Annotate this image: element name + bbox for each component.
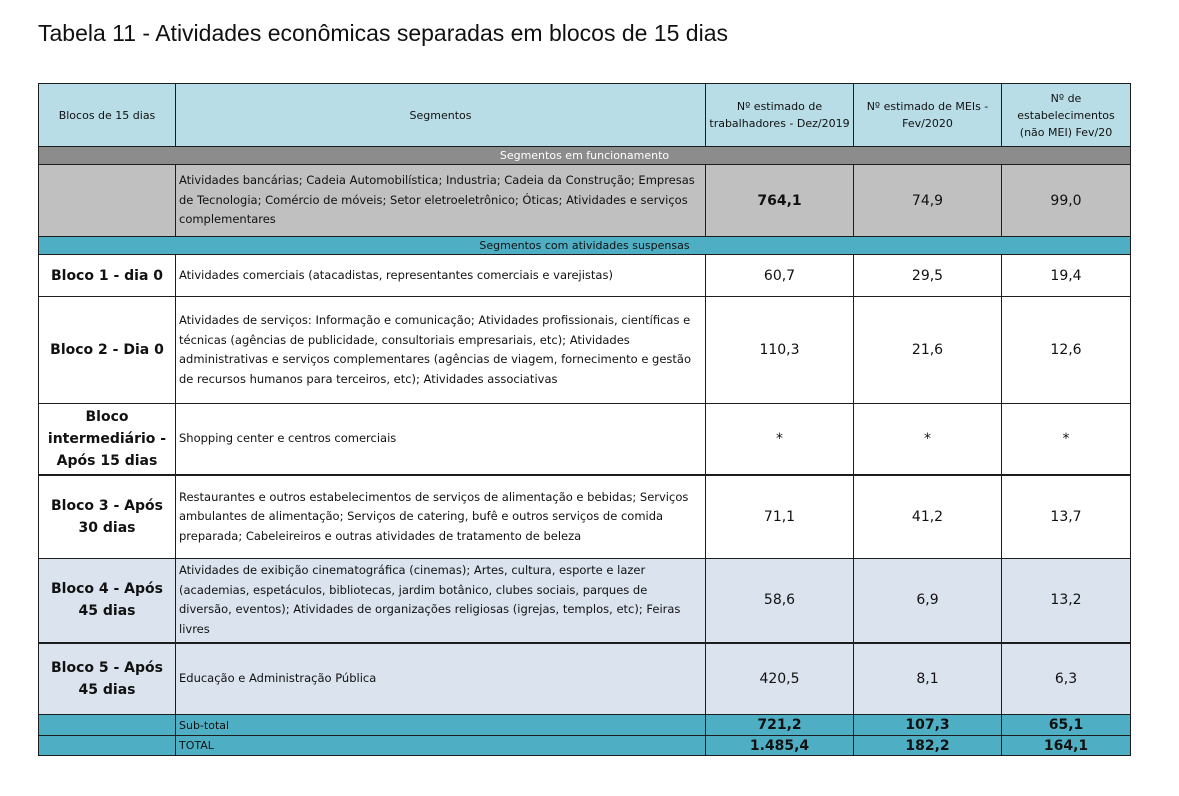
subtotal-trabalhadores: 721,2 xyxy=(706,715,854,736)
table-title: Tabela 11 - Atividades econômicas separadas em blocos de 15 dias xyxy=(38,20,728,46)
activities-table xyxy=(38,83,1131,756)
bloco-cell: Bloco 4 - Após 45 dias xyxy=(39,559,176,643)
subtotal-row xyxy=(39,715,1131,736)
table-row xyxy=(39,255,1131,297)
segmentos-cell: Educação e Administração Pública xyxy=(176,643,706,715)
table-row xyxy=(39,297,1131,404)
bloco-cell: Bloco 5 - Após 45 dias xyxy=(39,643,176,715)
trabalhadores-cell: 764,1 xyxy=(706,165,854,237)
header-trabalhadores: Nº estimado de trabalhadores - Dez/2019 xyxy=(706,84,854,147)
total-blank-cell xyxy=(39,736,176,756)
segmentos-cell: Atividades de exibição cinematográfica (cinemas); Artes, cultura, esporte e lazer (academias, espetáculos, bibliotecas, jardim botânico, clubes sociais, parques de diversão, eventos); Atividades de organizações religiosas (igrejas, templos, etc); Feiras livres xyxy=(176,559,706,643)
subtotal-blank-cell xyxy=(39,715,176,736)
segmentos-cell: Atividades de serviços: Informação e comunicação; Atividades profissionais, científicas e técnicas (agências de publicidade, consultoriais empresariais, etc); Atividades administrativas e serviços complementares (agências de viagem, fornecimento e gestão de recursos humanos para terceiros, etc); Atividades associativas xyxy=(176,297,706,404)
table-row xyxy=(39,475,1131,559)
segmentos-cell: Shopping center e centros comerciais xyxy=(176,404,706,475)
estabelecimentos-cell: 6,3 xyxy=(1002,643,1131,715)
estabelecimentos-cell: 12,6 xyxy=(1002,297,1131,404)
estabelecimentos-cell: 99,0 xyxy=(1002,165,1131,237)
bloco-cell: Bloco 3 - Após 30 dias xyxy=(39,475,176,559)
total-row xyxy=(39,736,1131,756)
table-row xyxy=(39,643,1131,715)
meis-cell: * xyxy=(854,404,1002,475)
subtotal-meis: 107,3 xyxy=(854,715,1002,736)
bloco-cell: Bloco intermediário - Após 15 dias xyxy=(39,404,176,475)
header-segmentos: Segmentos xyxy=(176,84,706,147)
segmentos-cell: Restaurantes e outros estabelecimentos de serviços de alimentação e bebidas; Serviços ambulantes de alimentação; Serviços de catering, bufê e outros serviços de comida preparada; Cabeleireiros e outras atividades de tratamento de beleza xyxy=(176,475,706,559)
segmentos-cell: Atividades comerciais (atacadistas, representantes comerciais e varejistas) xyxy=(176,255,706,297)
total-trabalhadores: 1.485,4 xyxy=(706,736,854,756)
subtotal-label: Sub-total xyxy=(176,715,706,736)
meis-cell: 29,5 xyxy=(854,255,1002,297)
header-estabelecimentos: Nº de estabelecimentos (não MEI) Fev/20 xyxy=(1002,84,1131,147)
table-row xyxy=(39,404,1131,475)
header-row xyxy=(39,84,1131,147)
trabalhadores-cell: 60,7 xyxy=(706,255,854,297)
bloco-cell: Bloco 2 - Dia 0 xyxy=(39,297,176,404)
section-suspensas-row xyxy=(39,237,1131,255)
table-row xyxy=(39,559,1131,643)
trabalhadores-cell: 110,3 xyxy=(706,297,854,404)
estabelecimentos-cell: 13,2 xyxy=(1002,559,1131,643)
meis-cell: 6,9 xyxy=(854,559,1002,643)
trabalhadores-cell: 71,1 xyxy=(706,475,854,559)
bloco-cell xyxy=(39,165,176,237)
trabalhadores-cell: 420,5 xyxy=(706,643,854,715)
meis-cell: 21,6 xyxy=(854,297,1002,404)
trabalhadores-cell: * xyxy=(706,404,854,475)
bloco-cell: Bloco 1 - dia 0 xyxy=(39,255,176,297)
meis-cell: 74,9 xyxy=(854,165,1002,237)
estabelecimentos-cell: 19,4 xyxy=(1002,255,1131,297)
subtotal-estabelecimentos: 65,1 xyxy=(1002,715,1131,736)
total-meis: 182,2 xyxy=(854,736,1002,756)
section-funcionamento-row xyxy=(39,147,1131,165)
header-blocos: Blocos de 15 dias xyxy=(39,84,176,147)
trabalhadores-cell: 58,6 xyxy=(706,559,854,643)
table-row xyxy=(39,165,1131,237)
meis-cell: 8,1 xyxy=(854,643,1002,715)
total-label: TOTAL xyxy=(176,736,706,756)
header-meis: Nº estimado de MEIs - Fev/2020 xyxy=(854,84,1002,147)
segmentos-cell: Atividades bancárias; Cadeia Automobilística; Industria; Cadeia da Construção; Empresas de Tecnologia; Comércio de móveis; Setor eletroeletrônico; Óticas; Atividades e serviços complementares xyxy=(176,165,706,237)
total-estabelecimentos: 164,1 xyxy=(1002,736,1131,756)
estabelecimentos-cell: 13,7 xyxy=(1002,475,1131,559)
estabelecimentos-cell: * xyxy=(1002,404,1131,475)
section-funcionamento-label: Segmentos em funcionamento xyxy=(39,147,1131,165)
meis-cell: 41,2 xyxy=(854,475,1002,559)
section-suspensas-label: Segmentos com atividades suspensas xyxy=(39,237,1131,255)
